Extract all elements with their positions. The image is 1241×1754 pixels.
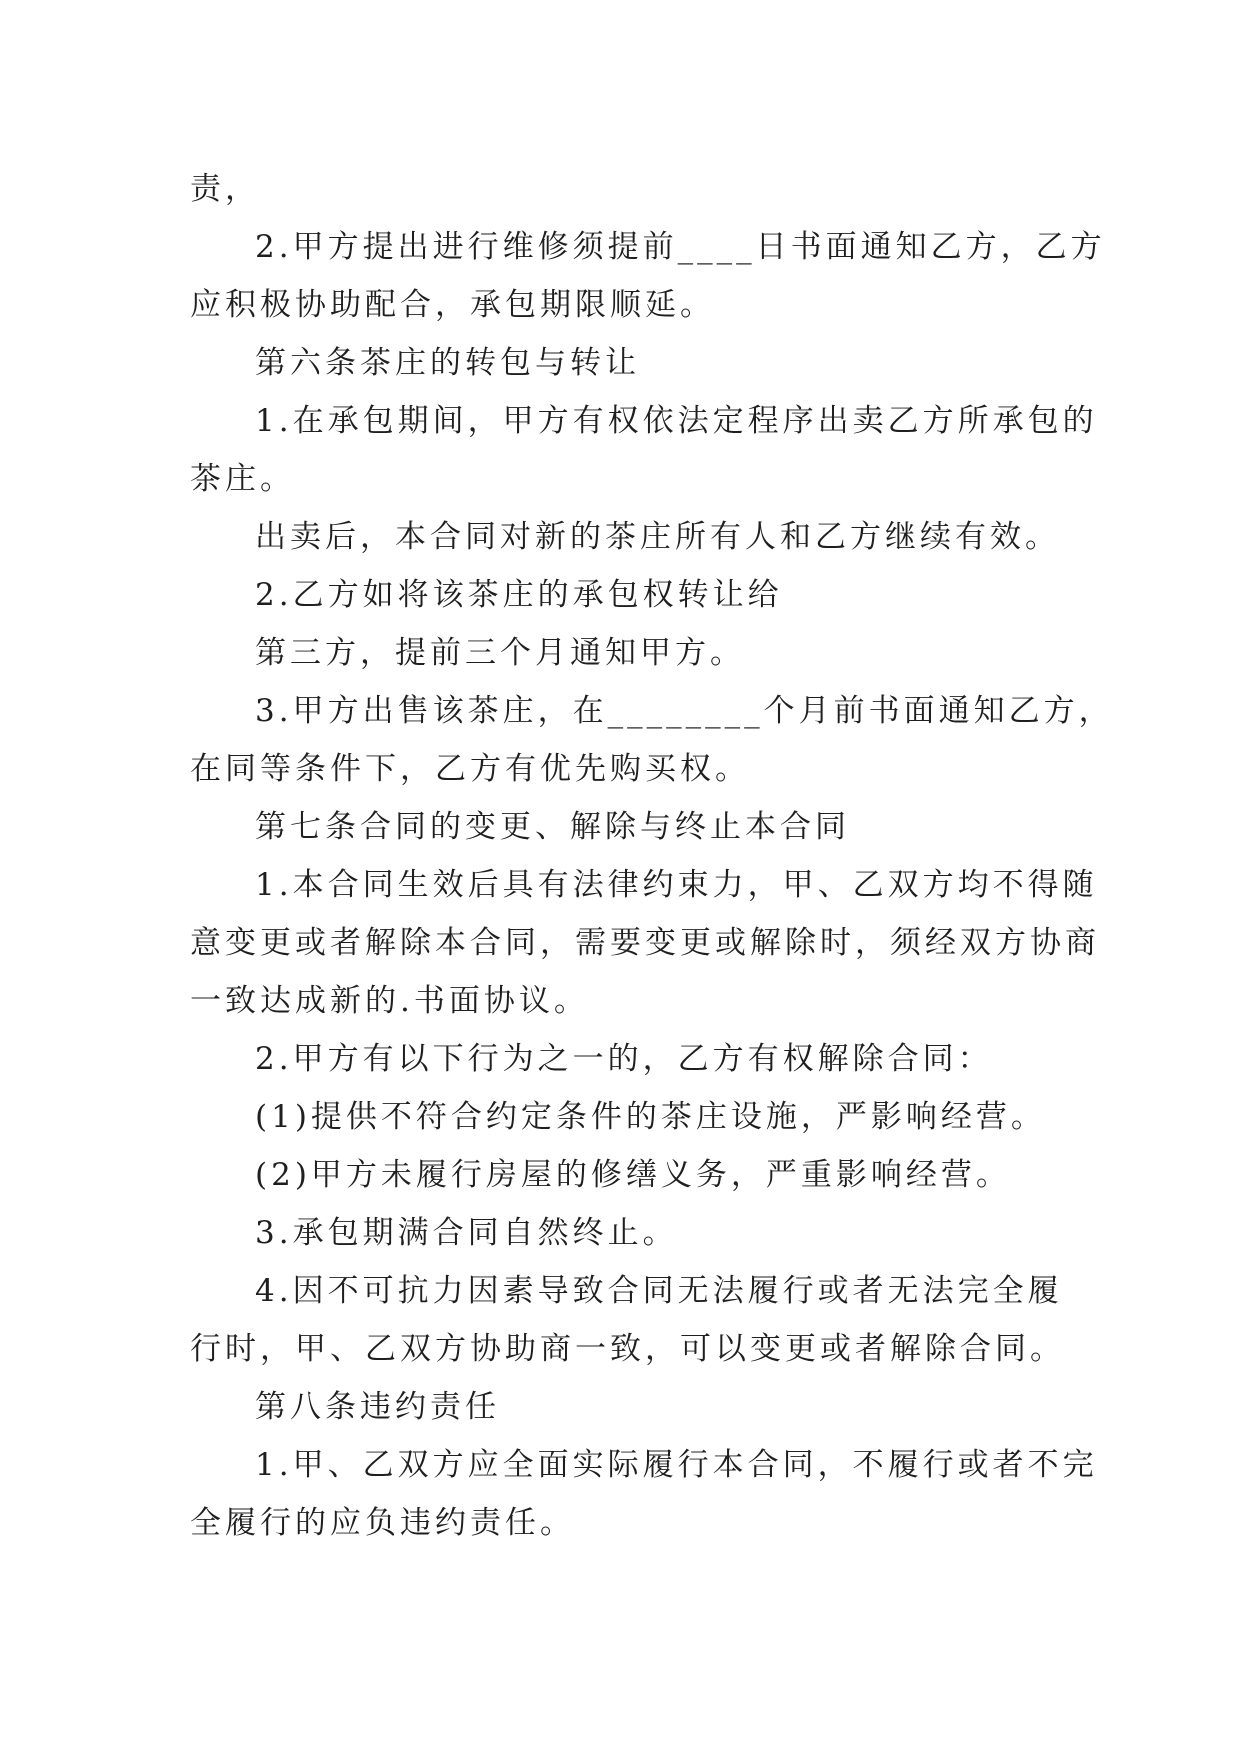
text-line: 1.在承包期间，甲方有权依法定程序出卖乙方所承包的: [255, 403, 1098, 439]
text-line: (2)甲方未履行房屋的修缮义务，严重影响经营。: [255, 1157, 1011, 1193]
text-line: 3.甲方出售该茶庄，在________个月前书面通知乙方，: [255, 693, 1114, 729]
text-line: 1.本合同生效后具有法律约束力，甲、乙双方均不得随: [255, 867, 1098, 903]
section-heading: 第八条违约责任: [255, 1389, 500, 1425]
text-line: 全履行的应负违约责任。: [190, 1505, 575, 1541]
text-line: 3.承包期满合同自然终止。: [255, 1215, 678, 1251]
text-line: 2.乙方如将该茶庄的承包权转让给: [255, 577, 783, 613]
section-heading: 第六条茶庄的转包与转让: [255, 345, 640, 381]
text-line: 2.甲方提出进行维修须提前____日书面通知乙方，乙方: [255, 229, 1106, 265]
text-line: 1.甲、乙双方应全面实际履行本合同，不履行或者不完: [255, 1447, 1098, 1483]
text-line: 行时，甲、乙双方协助商一致，可以变更或者解除合同。: [190, 1331, 1065, 1367]
text-line: 在同等条件下，乙方有优先购买权。: [190, 751, 750, 787]
section-heading: 第七条合同的变更、解除与终止本合同: [255, 809, 850, 845]
text-line: 茶庄。: [190, 461, 295, 497]
text-line: 责，: [190, 171, 260, 207]
text-line: 一致达成新的.书面协议。: [190, 983, 589, 1019]
text-line: 4.因不可抗力因素导致合同无法履行或者无法完全履: [255, 1273, 1063, 1309]
text-line: 2.甲方有以下行为之一的，乙方有权解除合同：: [255, 1041, 993, 1077]
text-line: 意变更或者解除本合同，需要变更或解除时，须经双方协商: [190, 925, 1100, 961]
document-body: [190, 160, 1114, 1552]
text-line: 第三方，提前三个月通知甲方。: [255, 635, 745, 671]
text-line: 应积极协助配合，承包期限顺延。: [190, 287, 715, 323]
text-line: (1)提供不符合约定条件的茶庄设施，严影响经营。: [255, 1099, 1046, 1135]
text-line: 出卖后，本合同对新的茶庄所有人和乙方继续有效。: [255, 519, 1060, 555]
